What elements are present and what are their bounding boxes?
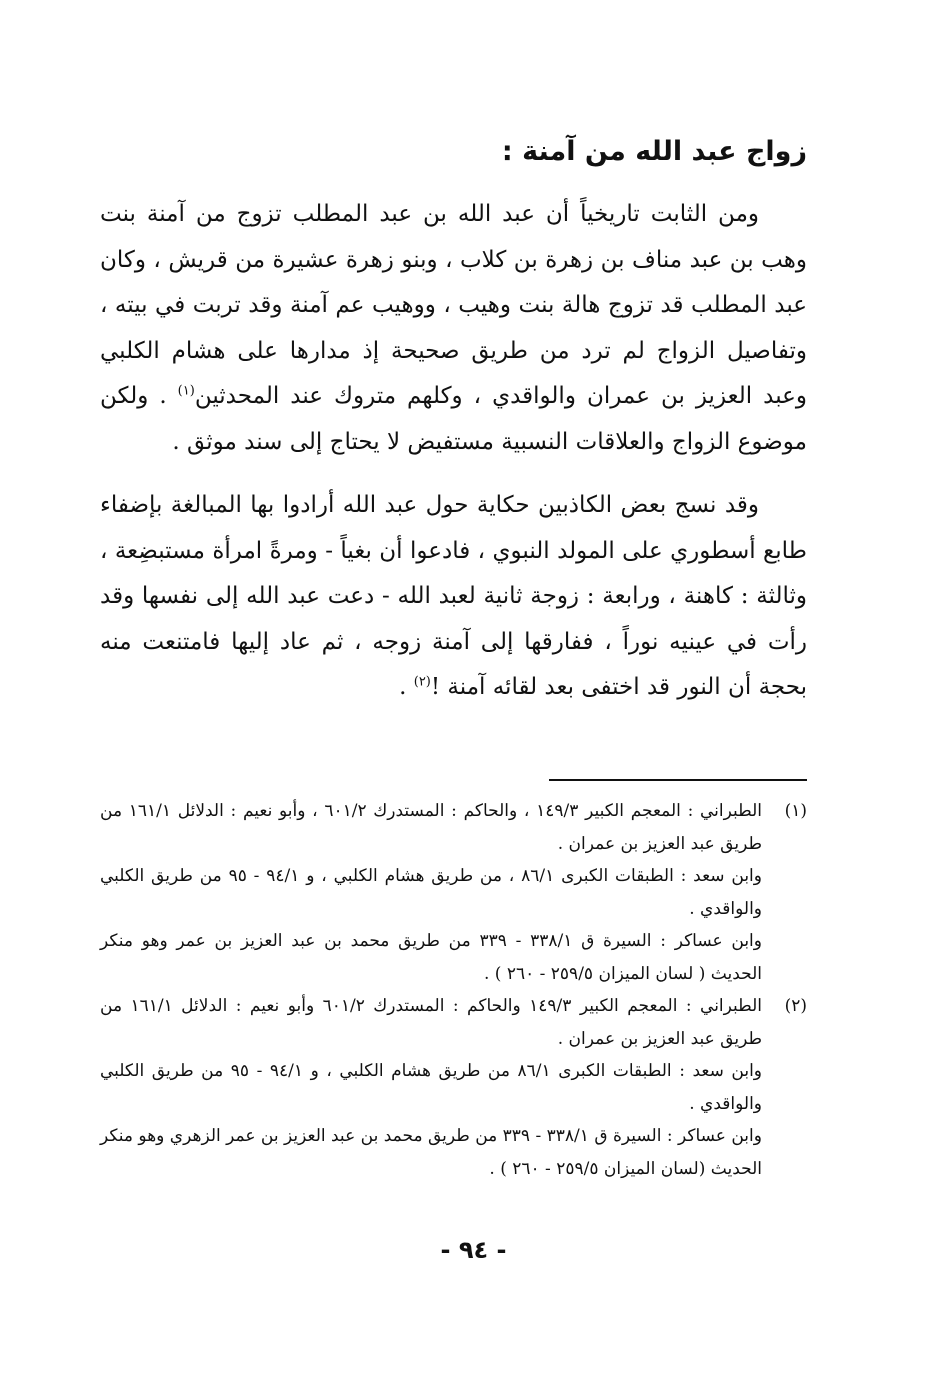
- footnote-line: وابن سعد : الطبقات الكبرى ٨٦/١ ، من طريق هشام الكلبي ، و ٩٤/١ - ٩٥ من طريق الكلبي والواقدي .: [100, 866, 762, 919]
- footnote-1: [100, 795, 807, 990]
- paragraph-2-text-end: .: [399, 674, 414, 700]
- page-number: - ٩٤ -: [440, 1236, 507, 1264]
- footnote-number: (١): [784, 801, 807, 821]
- footnotes: [100, 795, 807, 1185]
- paragraph-2: [100, 483, 807, 711]
- paragraph-1: [100, 192, 807, 465]
- main-text: [100, 192, 807, 711]
- footnote-line: الطبراني : المعجم الكبير ١٤٩/٣ والحاكم : المستدرك ٦٠١/٢ وأبو نعيم : الدلائل ١٦١/١ من طريق عبد العزيز بن عمران .: [100, 996, 763, 1049]
- paragraph-2-text: وقد نسج بعض الكاذبين حكاية حول عبد الله أرادوا بها المبالغة بإضفاء طابع أسطوري على المولد النبوي ، فادعوا أن بغياً - ومرةً امرأة مستبضِعة ، وثالثة : كاهنة ، ورابعة : زوجة ثانية لعبد الله - دعت عبد الله إلى نفسها وقد رأت في عينيه نوراً ، ففارقها إلى آمنة زوجه ، ثم عاد إليها فامتنعت منه بحجة أن النور قد اختفى بعد لقائه آمنة !: [100, 492, 807, 700]
- paragraph-1-text-end: . ولكن موضوع الزواج والعلاقات النسبية مستفيض لا يحتاج إلى سند موثق .: [100, 383, 807, 455]
- footnote-separator: [549, 779, 807, 781]
- footnote-ref-2[interactable]: (٢): [413, 674, 431, 690]
- footnote-ref-1[interactable]: (١): [177, 383, 195, 399]
- footnote-line: وابن سعد : الطبقات الكبرى ٨٦/١ من طريق هشام الكلبي ، و ٩٤/١ - ٩٥ من طريق الكلبي والواقدي .: [100, 1061, 763, 1114]
- footnote-2: [100, 990, 807, 1185]
- section-heading: زواج عبد الله من آمنة :: [501, 136, 807, 167]
- footnote-line: وابن عساكر : السيرة ق ٣٣٨/١ - ٣٣٩ من طريق محمد بن عبد العزيز بن عمر وهو منكر الحديث ( لسان الميزان ٢٥٩/٥ - ٢٦٠ ) .: [100, 931, 762, 984]
- footnote-line: وابن عساكر : السيرة ق ٣٣٨/١ - ٣٣٩ من طريق محمد بن عبد العزيز بن عمر الزهري وهو منكر الحديث (لسان الميزان ٢٥٩/٥ - ٢٦٠ ) .: [100, 1126, 762, 1179]
- paragraph-1-text: ومن الثابت تاريخياً أن عبد الله بن عبد المطلب تزوج من آمنة بنت وهب بن عبد مناف بن زهرة بن كلاب ، وبنو زهرة عشيرة من قريش ، وكان عبد المطلب قد تزوج هالة بنت وهيب ، ووهيب عم آمنة وقد تربت في بيته ، وتفاصيل الزواج لم ترد من طريق صحيحة إذ مدارها على هشام الكلبي وعبد العزيز بن عمران والواقدي ، وكلهم متروك عند المحدثين: [100, 201, 808, 409]
- footnote-number: (٢): [784, 996, 807, 1016]
- footnote-line: الطبراني : المعجم الكبير ١٤٩/٣ ، والحاكم : المستدرك ٦٠١/٢ ، وأبو نعيم : الدلائل ١٦١/١ من طريق عبد العزيز بن عمران .: [100, 801, 762, 854]
